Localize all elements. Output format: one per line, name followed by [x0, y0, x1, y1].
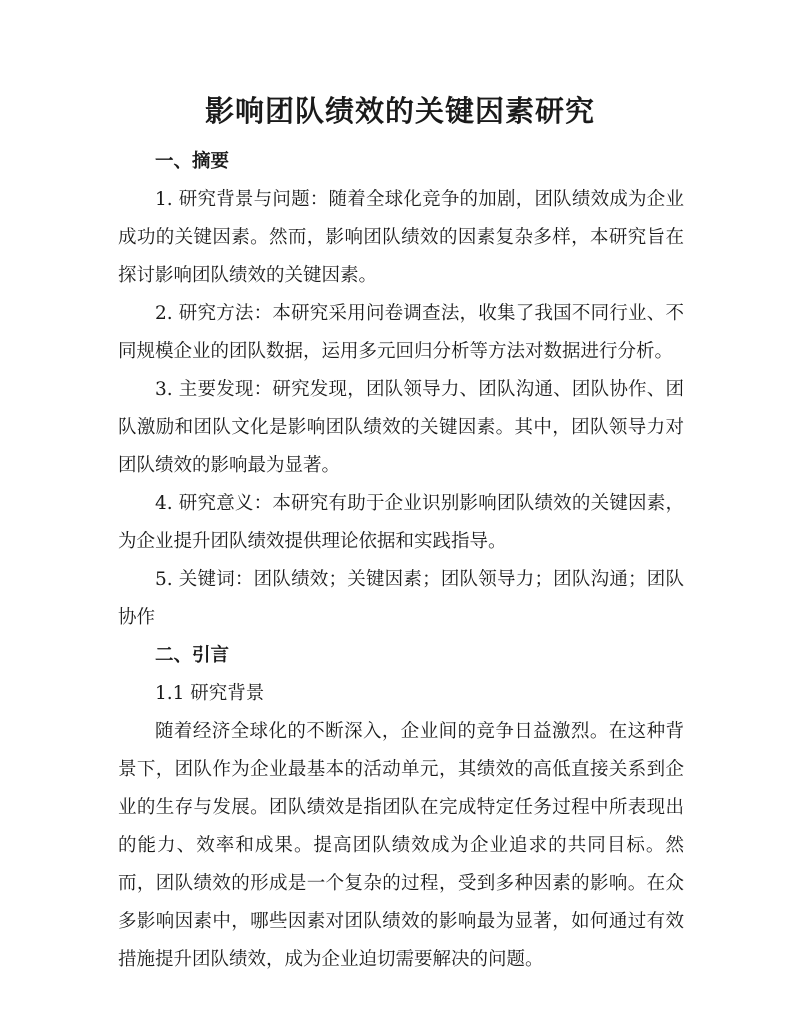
section-heading-introduction: 二、引言 [155, 645, 230, 666]
abstract-item-findings: 3. 主要发现：研究发现，团队领导力、团队沟通、团队协作、团队激励和团队文化是影响团队绩效的关键因素。其中，团队领导力对团队绩效的影响最为显著。 [118, 379, 684, 476]
section-heading-abstract: 一、摘要 [155, 151, 230, 172]
page-title: 影响团队绩效的关键因素研究 [204, 94, 595, 128]
abstract-item-keywords: 5. 关键词：团队绩效；关键因素；团队领导力；团队沟通；团队协作 [118, 569, 684, 628]
abstract-item-background: 1. 研究背景与问题：随着全球化竞争的加剧，团队绩效成为企业成功的关键因素。然而，影响团队绩效的因素复杂多样，本研究旨在探讨影响团队绩效的关键因素。 [118, 189, 684, 286]
subsection-heading-background: 1.1 研究背景 [155, 683, 265, 704]
abstract-item-significance: 4. 研究意义：本研究有助于企业识别影响团队绩效的关键因素，为企业提升团队绩效提供理论依据和实践指导。 [118, 493, 684, 552]
abstract-item-method: 2. 研究方法：本研究采用问卷调查法，收集了我国不同行业、不同规模企业的团队数据，运用多元回归分析等方法对数据进行分析。 [118, 303, 684, 362]
background-paragraph: 随着经济全球化的不断深入，企业间的竞争日益激烈。在这种背景下，团队作为企业最基本的活动单元，其绩效的高低直接关系到企业的生存与发展。团队绩效是指团队在完成特定任务过程中所表现出的能力、效率和成果。提高团队绩效成为企业追求的共同目标。然而，团队绩效的形成是一个复杂的过程，受到多种因素的影响。在众多影响因素中，哪些因素对团队绩效的影响最为显著，如何通过有效措施提升团队绩效，成为企业迫切需要解决的问题。 [118, 721, 684, 970]
document-body [118, 143, 684, 979]
